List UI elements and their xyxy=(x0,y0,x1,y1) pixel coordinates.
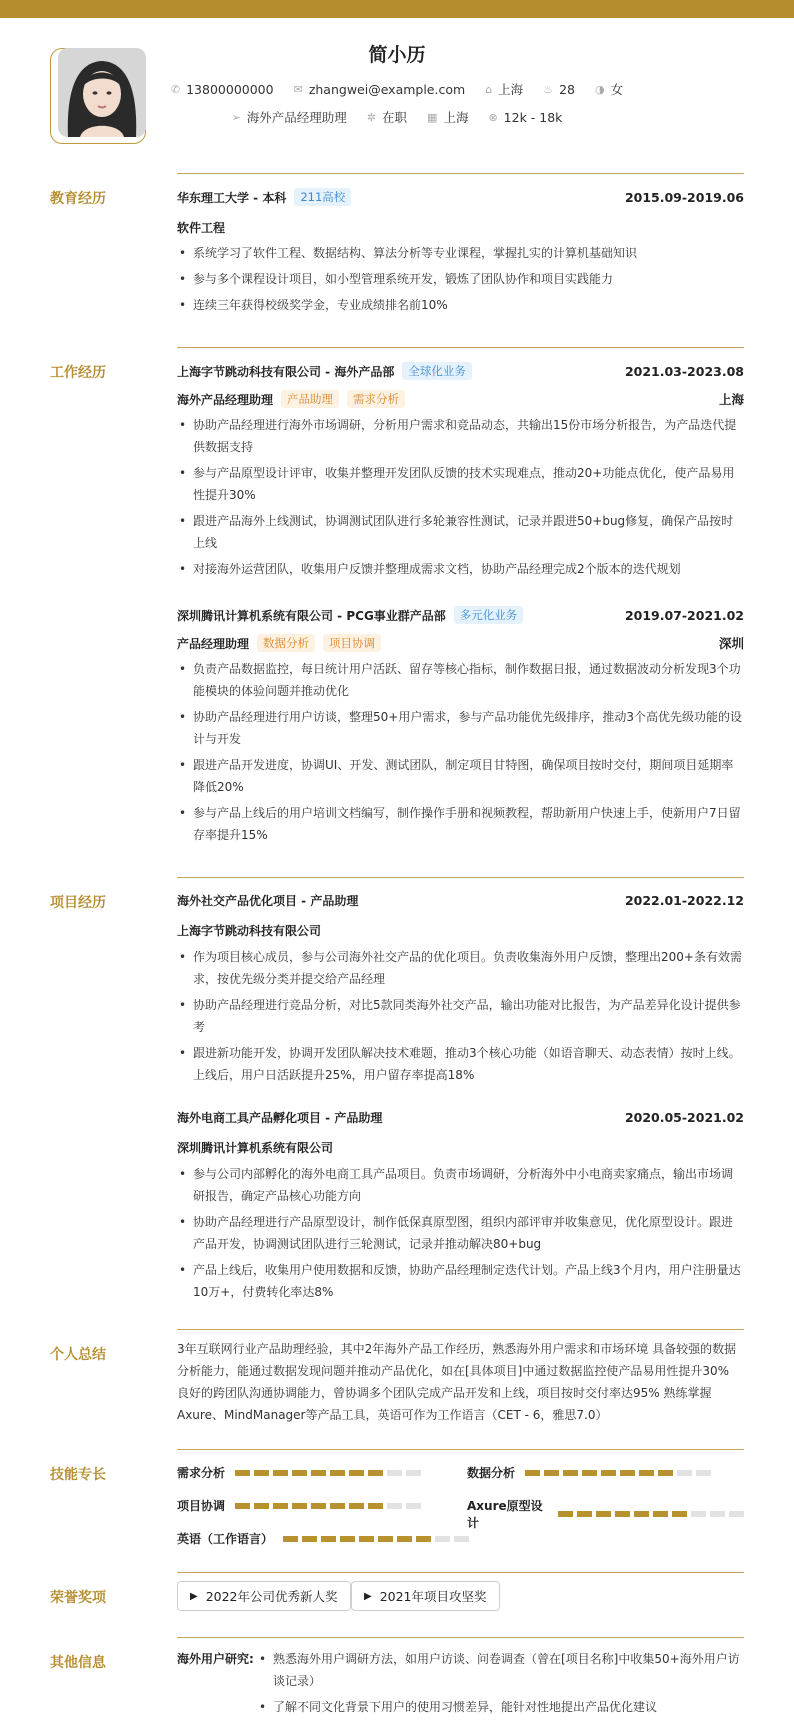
skill-level-segment xyxy=(696,1470,711,1476)
skill-level-segment xyxy=(558,1511,573,1517)
play-icon: ▶ xyxy=(364,1590,372,1602)
skill-item xyxy=(177,1530,469,1547)
age-value: 28 xyxy=(559,81,575,97)
company-tag: 多元化业务 xyxy=(454,606,524,624)
contact-row xyxy=(0,80,794,98)
skill-level-bar xyxy=(525,1470,711,1476)
section-divider xyxy=(177,1572,744,1573)
list-item: • 跟进产品海外上线测试，协调测试团队进行多轮兼容性测试，记录并跟进50+bug修复，确保产品按时上线 xyxy=(177,510,744,554)
work-header xyxy=(177,606,744,624)
skill-level-segment xyxy=(292,1503,307,1509)
skill-level-segment xyxy=(563,1470,578,1476)
skill-level-segment xyxy=(340,1536,355,1542)
skill-level-segment xyxy=(639,1470,654,1476)
skill-level-segment xyxy=(582,1470,597,1476)
skill-name: 英语（工作语言） xyxy=(177,1532,274,1546)
skill-level-segment xyxy=(273,1470,288,1476)
skill-level-segment xyxy=(406,1503,421,1509)
work-date: 2019.07-2021.02 xyxy=(624,607,744,623)
list-item: • 参与公司内部孵化的海外电商工具产品项目。负责市场调研，分析海外中小电商卖家痛点，输出市场调研报告，确定产品核心功能方向 xyxy=(177,1163,744,1207)
list-item: • 熟悉海外用户调研方法，如用户访谈、问卷调查（曾在[项目名称]中收集50+海外用户访谈记录） xyxy=(257,1648,744,1692)
list-item: • 参与产品原型设计评审，收集并整理开发团队反馈的技术实现难点，推动20+功能点优化，使产品易用性提升30% xyxy=(177,462,744,506)
skill-level-segment xyxy=(321,1536,336,1542)
skill-level-segment xyxy=(330,1503,345,1509)
email-address[interactable]: zhangwei@example.com xyxy=(308,81,466,97)
skill-level-segment xyxy=(378,1536,393,1542)
award-name: 2022年公司优秀新人奖 xyxy=(205,1589,338,1604)
skill-level-segment xyxy=(235,1470,250,1476)
list-item: • 对接海外运营团队，收集用户反馈并整理成需求文档，协助产品经理完成2个版本的迭代规划 xyxy=(177,558,744,580)
skill-level-segment xyxy=(349,1503,364,1509)
skill-level-segment xyxy=(596,1511,611,1517)
skill-level-segment xyxy=(677,1470,692,1476)
project-header xyxy=(177,1109,744,1126)
skill-level-segment xyxy=(658,1470,673,1476)
school-tag: 211高校 xyxy=(294,188,351,206)
skill-level-segment xyxy=(302,1536,317,1542)
skill-level-segment xyxy=(672,1511,687,1517)
award-name: 2021年项目攻坚奖 xyxy=(379,1589,487,1604)
skill-name: 项目协调 xyxy=(177,1499,226,1513)
list-item: • 协助产品经理进行海外市场调研，分析用户需求和竞品动态，共输出15份市场分析报告，为产品迭代提供数据支持 xyxy=(177,414,744,458)
education-header xyxy=(177,188,744,206)
section-divider xyxy=(177,347,744,348)
award-item[interactable] xyxy=(351,1581,500,1611)
skill-level-segment xyxy=(435,1536,450,1542)
role-tag: 需求分析 xyxy=(347,390,405,408)
skill-level-segment xyxy=(311,1503,326,1509)
send-icon: ➢ xyxy=(231,110,241,124)
skill-item xyxy=(177,1464,421,1481)
skill-level-segment xyxy=(634,1511,649,1517)
list-item: • 跟进新功能开发，协调开发团队解决技术难题，推动3个核心功能（如语音聊天、动态表情）按时上线。上线后，用户日活跃提升25%，用户留存率提高18% xyxy=(177,1042,744,1086)
target-position: 海外产品经理助理 xyxy=(246,110,347,125)
skill-level-segment xyxy=(710,1511,725,1517)
skill-level-segment xyxy=(525,1470,540,1476)
skill-level-segment xyxy=(620,1470,635,1476)
resume-name: 简小历 xyxy=(368,44,426,66)
project-date: 2020.05-2021.02 xyxy=(624,1110,744,1125)
section-divider xyxy=(177,1637,744,1638)
list-item: • 协助产品经理进行竞品分析，对比5款同类海外社交产品，输出功能对比报告，为产品差异化设计提供参考 xyxy=(177,994,744,1038)
skill-name: 需求分析 xyxy=(177,1466,226,1480)
summary-line: 分析能力，能通过数据发现问题并推动产品优化，如在[具体项目]中通过数据监控使产品易用性提升30% xyxy=(177,1364,730,1378)
skill-level-bar xyxy=(235,1470,421,1476)
email-icon: ✉ xyxy=(293,82,303,96)
home-icon: ⌂ xyxy=(485,82,493,96)
work-bullets xyxy=(177,414,744,584)
company-tag: 全球化业务 xyxy=(402,362,472,380)
role-tag: 数据分析 xyxy=(257,634,315,652)
section-divider xyxy=(177,173,744,174)
section-title: 工作经历 xyxy=(50,365,106,381)
skill-name: Axure原型设计 xyxy=(467,1499,543,1530)
phone-icon: ✆ xyxy=(170,82,181,96)
building-icon: ▦ xyxy=(427,110,438,124)
expected-salary: 12k - 18k xyxy=(503,109,563,125)
skill-level-segment xyxy=(283,1536,298,1542)
project-title: 海外电商工具产品孵化项目 - 产品助理 xyxy=(177,1111,383,1125)
education-bullets xyxy=(177,242,744,320)
other-label: 海外用户研究: xyxy=(177,1652,254,1666)
work-date: 2021.03-2023.08 xyxy=(624,363,744,379)
project-company: 深圳腾讯计算机系统有限公司 xyxy=(177,1141,334,1155)
education-date: 2015.09-2019.06 xyxy=(624,189,744,205)
skill-level-segment xyxy=(311,1470,326,1476)
skill-level-segment xyxy=(254,1470,269,1476)
list-item: • 参与多个课程设计项目，如小型管理系统开发，锻炼了团队协作和项目实践能力 xyxy=(177,268,744,290)
section-title: 技能专长 xyxy=(50,1467,106,1483)
job-status: 在职 xyxy=(382,110,408,125)
project-header xyxy=(177,892,744,909)
skill-level-segment xyxy=(601,1470,616,1476)
top-accent-bar xyxy=(0,0,794,18)
skill-level-segment xyxy=(454,1536,469,1542)
role-name: 产品经理助理 xyxy=(177,636,250,651)
summary-line: Axure、MindManager等产品工具，英语可作为工作语言（CET - 6，雅思7.0） xyxy=(177,1408,608,1422)
skill-name: 数据分析 xyxy=(467,1466,516,1480)
major-name: 软件工程 xyxy=(177,221,226,235)
skill-level-bar xyxy=(235,1503,421,1509)
project-date: 2022.01-2022.12 xyxy=(624,893,744,908)
section-title: 其他信息 xyxy=(50,1655,106,1671)
skill-level-segment xyxy=(359,1536,374,1542)
city-value: 上海 xyxy=(498,82,524,97)
list-item: • 系统学习了软件工程、数据结构、算法分析等专业课程，掌握扎实的计算机基础知识 xyxy=(177,242,744,264)
project-title: 海外社交产品优化项目 - 产品助理 xyxy=(177,894,359,908)
summary-text xyxy=(177,1338,744,1426)
project-company: 上海字节跳动科技有限公司 xyxy=(177,924,322,938)
job-intent-row xyxy=(0,108,794,126)
work-role-row xyxy=(177,634,744,652)
skill-level-segment xyxy=(273,1503,288,1509)
skill-level-bar xyxy=(558,1511,744,1517)
gender-icon: ◑ xyxy=(594,82,605,96)
skill-item xyxy=(177,1497,421,1514)
skill-level-segment xyxy=(653,1511,668,1517)
work-header xyxy=(177,362,744,380)
work-role-row xyxy=(177,390,744,408)
skill-level-bar xyxy=(283,1536,469,1542)
age-icon: ♨ xyxy=(543,82,554,96)
section-title: 荣誉奖项 xyxy=(50,1590,106,1606)
skill-level-segment xyxy=(416,1536,431,1542)
list-item: • 协助产品经理进行产品原型设计，制作低保真原型图，组织内部评审并收集意见，优化原型设计。跟进产品开发，协调测试团队进行三轮测试，记录并推动解决80+bug xyxy=(177,1211,744,1255)
list-item: • 负责产品数据监控，每日统计用户活跃、留存等核心指标，制作数据日报，通过数据波动分析发现3个功能模块的体验问题并推动优化 xyxy=(177,658,744,702)
role-tag: 项目协调 xyxy=(323,634,381,652)
summary-line: 3年互联网行业产品助理经验，其中2年海外产品工作经历，熟悉海外用户需求和市场环境 具备较强的数据 xyxy=(177,1342,737,1356)
summary-line: 良好的跨团队沟通协调能力，曾协调多个团队完成产品开发和上线，项目按时交付率达95% 熟练掌握 xyxy=(177,1386,712,1400)
skill-level-segment xyxy=(615,1511,630,1517)
skill-level-segment xyxy=(387,1470,402,1476)
list-item: • 产品上线后，收集用户使用数据和反馈，协助产品经理制定迭代计划。产品上线3个月内，用户注册量达10万+，付费转化率达8% xyxy=(177,1259,744,1303)
skill-level-segment xyxy=(397,1536,412,1542)
target-city: 上海 xyxy=(443,110,469,125)
skill-level-segment xyxy=(292,1470,307,1476)
salary-icon: ⊗ xyxy=(488,110,498,124)
work-bullets xyxy=(177,658,744,850)
skill-level-segment xyxy=(254,1503,269,1509)
list-item: • 作为项目核心成员，参与公司海外社交产品的优化项目。负责收集海外用户反馈，整理出200+条有效需求，按优先级分类并提交给产品经理 xyxy=(177,946,744,990)
skill-level-segment xyxy=(368,1470,383,1476)
section-divider xyxy=(177,1329,744,1330)
skill-level-segment xyxy=(729,1511,744,1517)
role-name: 海外产品经理助理 xyxy=(177,392,274,407)
list-item: • 协助产品经理进行用户访谈，整理50+用户需求，参与产品功能优先级排序，推动3个高优先级功能的设计与开发 xyxy=(177,706,744,750)
skill-level-segment xyxy=(577,1511,592,1517)
work-city: 上海 xyxy=(718,392,744,407)
status-icon: ✲ xyxy=(366,110,377,124)
skill-level-segment xyxy=(406,1470,421,1476)
section-divider xyxy=(177,877,744,878)
role-tag: 产品助理 xyxy=(281,390,339,408)
skill-level-segment xyxy=(387,1503,402,1509)
skill-level-segment xyxy=(235,1503,250,1509)
skill-level-segment xyxy=(349,1470,364,1476)
skill-item xyxy=(467,1464,711,1481)
project-bullets xyxy=(177,946,744,1090)
project-bullets xyxy=(177,1163,744,1307)
section-title: 项目经历 xyxy=(50,895,106,911)
work-city: 深圳 xyxy=(718,636,744,651)
skill-level-segment xyxy=(691,1511,706,1517)
play-icon: ▶ xyxy=(190,1590,198,1602)
company-name: 深圳腾讯计算机系统有限公司 - PCG事业群产品部 xyxy=(177,608,446,623)
other-bullets xyxy=(257,1648,744,1722)
phone-number: 13800000000 xyxy=(186,81,274,97)
skill-level-segment xyxy=(544,1470,559,1476)
section-divider xyxy=(177,1449,744,1450)
school-name: 华东理工大学 - 本科 xyxy=(177,190,287,205)
list-item: • 参与产品上线后的用户培训文档编写，制作操作手册和视频教程，帮助新用户快速上手，使新用户7日留存率提升15% xyxy=(177,802,744,846)
award-item[interactable] xyxy=(177,1581,351,1611)
section-title: 个人总结 xyxy=(50,1347,106,1363)
company-name: 上海字节跳动科技有限公司 - 海外产品部 xyxy=(177,364,395,379)
skill-level-segment xyxy=(330,1470,345,1476)
list-item: • 连续三年获得校级奖学金，专业成绩排名前10% xyxy=(177,294,744,316)
gender-value: 女 xyxy=(610,82,624,97)
section-title: 教育经历 xyxy=(50,191,106,207)
skill-level-segment xyxy=(368,1503,383,1509)
skill-item xyxy=(467,1497,744,1531)
list-item: • 跟进产品开发进度，协调UI、开发、测试团队，制定项目甘特图，确保项目按时交付，期间项目延期率降低20% xyxy=(177,754,744,798)
list-item: • 了解不同文化背景下用户的使用习惯差异，能针对性地提出产品优化建议 xyxy=(257,1696,744,1718)
